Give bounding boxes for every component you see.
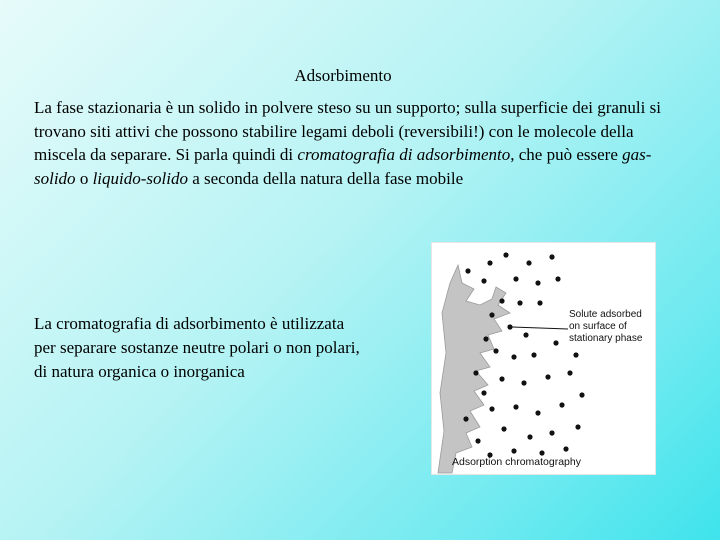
molecule (499, 298, 504, 303)
term-adsorption-chromatography: cromatografia di adsorbimento (297, 145, 511, 164)
molecule (489, 312, 494, 317)
molecule (513, 276, 518, 281)
molecule (521, 380, 526, 385)
molecule (489, 406, 494, 411)
molecule (539, 450, 544, 455)
molecule (579, 392, 584, 397)
molecule (563, 446, 568, 451)
molecule (473, 370, 478, 375)
intro-text-1: La fase stazionaria è un solido in polvere steso su un supporto; sulla superficie dei granuli si trovano siti attivi che possono stabilire legami deboli (reversibili!) con le molecole della miscela da separare. Si parla quindi di (34, 98, 661, 164)
molecule (575, 424, 580, 429)
intro-paragraph (34, 96, 684, 190)
molecule (499, 376, 504, 381)
molecule (537, 300, 542, 305)
molecule (503, 252, 508, 257)
molecule (481, 390, 486, 395)
term-gas-solid: gas-solido (34, 145, 652, 188)
molecule (535, 410, 540, 415)
molecule (517, 300, 522, 305)
molecule (465, 268, 470, 273)
adsorption-illustration (432, 243, 655, 474)
molecule (463, 416, 468, 421)
molecule (549, 430, 554, 435)
usage-note: La cromatografia di adsorbimento è utilizzata per separare sostanze neutre polari o non polari, di natura organica o inorganica (34, 314, 360, 381)
molecule (511, 354, 516, 359)
term-liquid-solid: liquido-solido (92, 168, 188, 188)
molecule (545, 374, 550, 379)
molecule (475, 438, 480, 443)
molecule (523, 332, 528, 337)
molecule (481, 278, 486, 283)
molecule (549, 254, 554, 259)
molecule (493, 348, 498, 353)
molecule (511, 448, 516, 453)
molecule (487, 260, 492, 265)
molecule (553, 340, 558, 345)
molecule (527, 434, 532, 439)
molecule (573, 352, 578, 357)
molecule (483, 336, 488, 341)
page-title: Adsorbimento (294, 66, 392, 85)
intro-text-3: o (75, 168, 93, 188)
figure-callout: Solute adsorbed on surface of stationary phase (569, 309, 643, 344)
adsorption-diagram (432, 243, 655, 474)
molecule (555, 276, 560, 281)
stationary-phase (438, 265, 510, 473)
molecule (567, 370, 572, 375)
intro-text-2: , che può essere (510, 145, 623, 164)
molecule (507, 324, 512, 329)
molecule (526, 260, 531, 265)
callout-line (512, 327, 568, 329)
molecule (513, 404, 518, 409)
molecule (501, 426, 506, 431)
figure-caption: Adsorption chromatography (452, 456, 581, 468)
molecule (531, 352, 536, 357)
molecule (535, 280, 540, 285)
intro-text-4: a seconda della natura della fase mobile (187, 168, 464, 188)
molecule (559, 402, 564, 407)
